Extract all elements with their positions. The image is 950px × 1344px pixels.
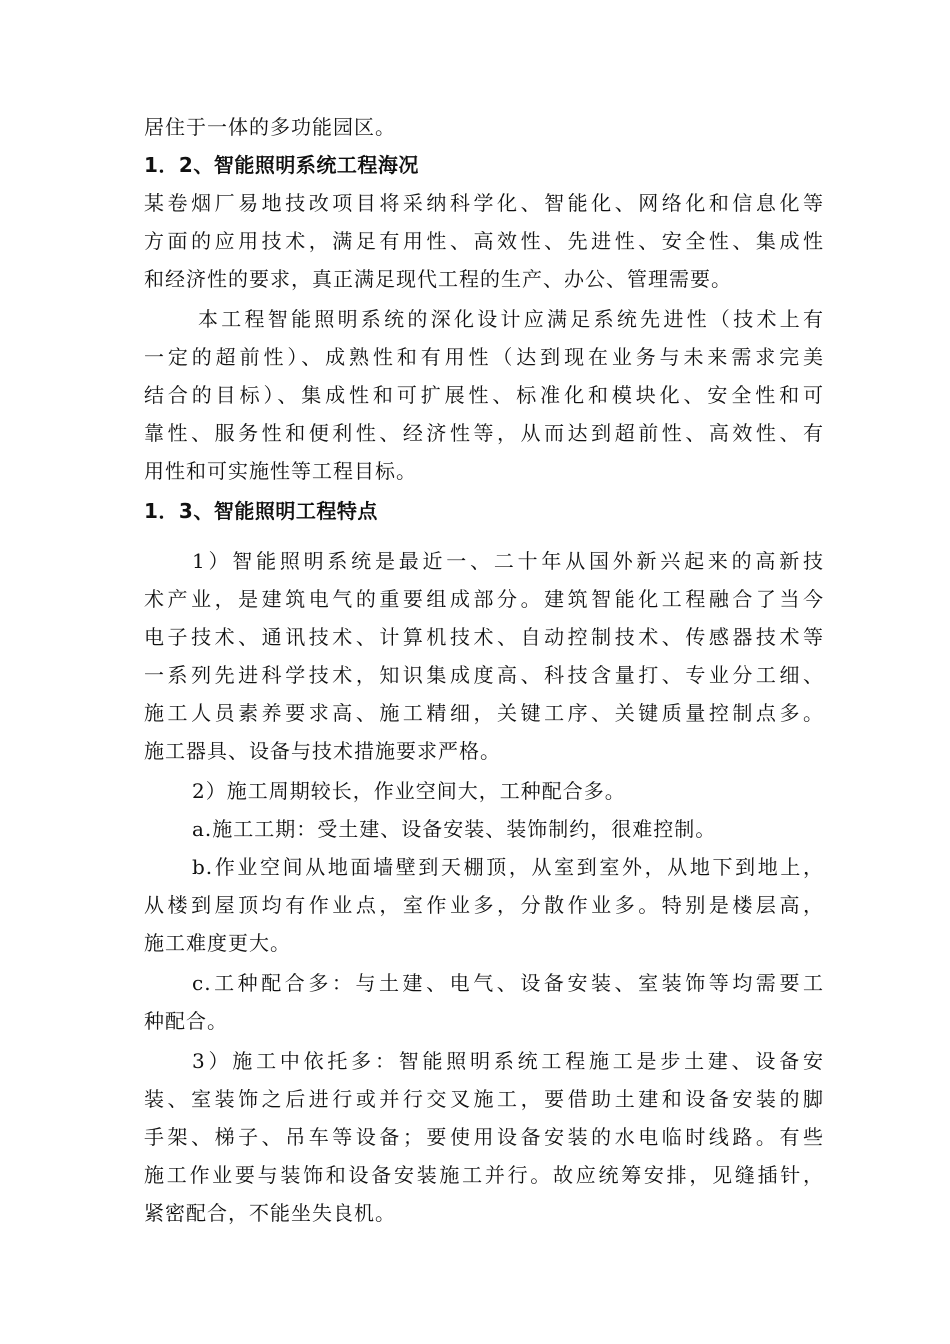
paragraph-line: 术产业，是建筑电气的重要组成部分。建筑智能化工程融合了当今 <box>144 587 824 611</box>
section-heading: 1．2、智能照明系统工程海况 <box>144 153 419 177</box>
paragraph-line: 电子技术、通讯技术、计算机技术、自动控制技术、传感器技术等 <box>144 625 824 649</box>
paragraph-line: 1）智能照明系统是最近一、二十年从国外新兴起来的高新技 <box>192 549 824 573</box>
paragraph-line: 结合的目标）、集成性和可扩展性、标准化和模块化、安全性和可 <box>144 383 824 407</box>
paragraph-line: 种配合。 <box>144 1009 228 1033</box>
paragraph-line: 本工程智能照明系统的深化设计应满足系统先进性（技术上有 <box>198 307 824 331</box>
paragraph-line: 从楼到屋顶均有作业点，室作业多，分散作业多。特别是楼层高， <box>144 893 824 917</box>
paragraph-line: b.作业空间从地面墙壁到天棚顶，从室到室外，从地下到地上， <box>192 855 824 879</box>
paragraph-line: c.工种配合多：与土建、电气、设备安装、室装饰等均需要工 <box>192 971 824 995</box>
paragraph-line: 靠性、服务性和便利性、经济性等，从而达到超前性、高效性、有 <box>144 421 824 445</box>
paragraph-line: 一定的超前性）、成熟性和有用性（达到现在业务与未来需求完美 <box>144 345 824 369</box>
paragraph-line: 紧密配合，不能坐失良机。 <box>144 1201 396 1225</box>
paragraph-line: 某卷烟厂易地技改项目将采纳科学化、智能化、网络化和信息化等 <box>144 191 824 215</box>
section-heading: 1．3、智能照明工程特点 <box>144 499 378 523</box>
paragraph-line: 装、室装饰之后进行或并行交叉施工，要借助土建和设备安装的脚 <box>144 1087 824 1111</box>
paragraph-line: 方面的应用技术，满足有用性、高效性、先进性、安全性、集成性 <box>144 229 824 253</box>
paragraph-line: 3）施工中依托多：智能照明系统工程施工是步土建、设备安 <box>192 1049 824 1073</box>
paragraph-line: 和经济性的要求，真正满足现代工程的生产、办公、管理需要。 <box>144 267 732 291</box>
paragraph-line: 2）施工周期较长，作业空间大，工种配合多。 <box>192 779 626 803</box>
paragraph-line: 施工难度更大。 <box>144 931 291 955</box>
paragraph-line: 一系列先进科学技术，知识集成度高、科技含量打、专业分工细、 <box>144 663 824 687</box>
paragraph-line: 手架、梯子、吊车等设备；要使用设备安装的水电临时线路。有些 <box>144 1125 824 1149</box>
paragraph-line: 施工作业要与装饰和设备安装施工并行。故应统筹安排，见缝插针， <box>144 1163 824 1187</box>
paragraph-line: 施工器具、设备与技术措施要求严格。 <box>144 739 501 763</box>
paragraph-line: a.施工工期：受土建、设备安装、装饰制约，很难控制。 <box>192 817 717 841</box>
paragraph-line: 施工人员素养要求高、施工精细，关键工序、关键质量控制点多。 <box>144 701 824 725</box>
paragraph-line: 用性和可实施性等工程目标。 <box>144 459 417 483</box>
paragraph-line: 居住于一体的多功能园区。 <box>144 115 396 139</box>
